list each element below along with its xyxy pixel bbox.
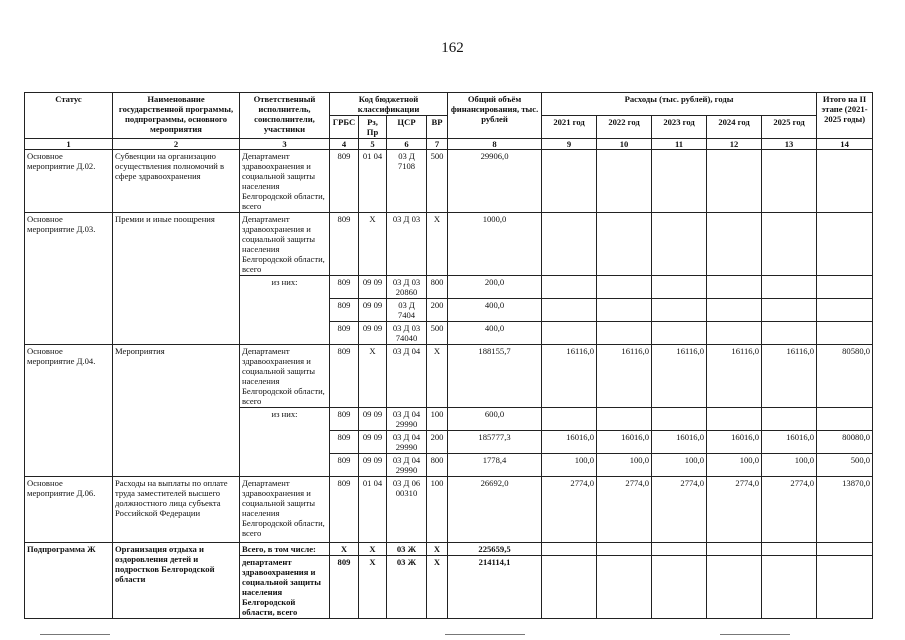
col-num: 1 (25, 139, 113, 150)
col-num: 10 (597, 139, 652, 150)
row-grbs: 809 (330, 408, 359, 431)
row-2021: 16116,0 (542, 345, 597, 408)
row-stage: 13870,0 (817, 477, 873, 543)
row-executor: департамент здравоохранения и социальной защиты населения Белгородской области, всего (240, 556, 330, 619)
row-grbs: 809 (330, 477, 359, 543)
row-grbs: 809 (330, 345, 359, 408)
row-stage (817, 408, 873, 431)
row-total: 225659,5 (448, 543, 542, 556)
page-number: 162 (441, 40, 464, 56)
row-rzpr: Х (359, 556, 387, 619)
row-csr: 03 Д 04 29990 (387, 454, 427, 477)
row-grbs: 809 (330, 322, 359, 345)
row-vr: 200 (427, 431, 448, 454)
header-2025: 2025 год (762, 116, 817, 139)
row-2024 (707, 408, 762, 431)
row-total: 214114,1 (448, 556, 542, 619)
row-grbs: 809 (330, 213, 359, 276)
col-num: 7 (427, 139, 448, 150)
row-csr: 03 Д 04 (387, 345, 427, 408)
row-name: Организация отдыха и оздоровления детей и подростков Белгородской области (113, 543, 240, 619)
row-status: Основное мероприятие Д.02. (25, 150, 113, 213)
row-2021 (542, 408, 597, 431)
header-row-1 (25, 93, 873, 116)
row-2023: 2774,0 (652, 477, 707, 543)
col-num: 12 (707, 139, 762, 150)
row-total: 600,0 (448, 408, 542, 431)
row-name: Премии и иные поощрения (113, 213, 240, 345)
row-name: Мероприятия (113, 345, 240, 477)
col-num: 11 (652, 139, 707, 150)
header-stage-total: Итого на II этапе (2021-2025 годы) (817, 93, 873, 139)
row-of-which: из них: (240, 408, 330, 477)
row-total: 400,0 (448, 299, 542, 322)
table-row-d02 (25, 150, 873, 213)
row-csr: 03 Д 7404 (387, 299, 427, 322)
col-num: 6 (387, 139, 427, 150)
table-row-d06 (25, 477, 873, 543)
row-executor: Департамент здравоохранения и социальной защиты населения Белгородской области, всего (240, 477, 330, 543)
header-2021: 2021 год (542, 116, 597, 139)
header-name: Наименование государственной программы, подпрограммы, основного мероприятия (113, 93, 240, 139)
row-total-label: Всего, в том числе: (240, 543, 330, 556)
row-2021: 100,0 (542, 454, 597, 477)
header-csr: ЦСР (387, 116, 427, 139)
header-total: Общий объём финансирования, тыс. рублей (448, 93, 542, 139)
row-vr: Х (427, 543, 448, 556)
table-row-d03 (25, 213, 873, 276)
row-total: 1000,0 (448, 213, 542, 276)
row-vr: Х (427, 556, 448, 619)
row-stage: 80580,0 (817, 345, 873, 408)
header-status: Статус (25, 93, 113, 139)
row-csr: 03 Д 7108 (387, 150, 427, 213)
row-2024: 16116,0 (707, 345, 762, 408)
row-vr: 100 (427, 477, 448, 543)
row-stage: 80080,0 (817, 431, 873, 454)
row-rzpr: 09 09 (359, 454, 387, 477)
row-rzpr: 09 09 (359, 322, 387, 345)
row-total: 400,0 (448, 322, 542, 345)
row-2024: 100,0 (707, 454, 762, 477)
col-num: 13 (762, 139, 817, 150)
row-name: Субвенции на организацию осуществления полномочий в сфере здравоохранения (113, 150, 240, 213)
row-grbs: Х (330, 543, 359, 556)
row-csr: 03 Д 04 29990 (387, 408, 427, 431)
row-rzpr: Х (359, 345, 387, 408)
row-2023: 100,0 (652, 454, 707, 477)
row-vr: 500 (427, 322, 448, 345)
row-rzpr: 09 09 (359, 408, 387, 431)
budget-table (24, 92, 873, 619)
row-grbs: 809 (330, 276, 359, 299)
row-rzpr: 01 04 (359, 477, 387, 543)
row-rzpr: Х (359, 213, 387, 276)
row-vr: Х (427, 345, 448, 408)
row-2022: 16016,0 (597, 431, 652, 454)
row-vr: 200 (427, 299, 448, 322)
scan-artifact-line (445, 634, 525, 635)
row-of-which: из них: (240, 276, 330, 345)
col-num: 8 (448, 139, 542, 150)
row-executor: Департамент здравоохранения и социальной защиты населения Белгородской области, всего (240, 150, 330, 213)
row-total: 29906,0 (448, 150, 542, 213)
header-grbs: ГРБС (330, 116, 359, 139)
row-2023: 16116,0 (652, 345, 707, 408)
row-2025 (762, 408, 817, 431)
row-grbs: 809 (330, 150, 359, 213)
scan-artifact-line (40, 634, 110, 635)
row-2022: 16116,0 (597, 345, 652, 408)
row-2025: 100,0 (762, 454, 817, 477)
table-row-zh-total (25, 543, 873, 556)
scan-artifact-line (720, 634, 790, 635)
row-status: Основное мероприятие Д.04. (25, 345, 113, 477)
row-vr: 100 (427, 408, 448, 431)
col-num: 2 (113, 139, 240, 150)
row-executor: Департамент здравоохранения и социальной защиты населения Белгородской области, всего (240, 345, 330, 408)
row-csr: 03 Д 03 74040 (387, 322, 427, 345)
row-2025: 2774,0 (762, 477, 817, 543)
row-2023: 16016,0 (652, 431, 707, 454)
row-executor: Департамент здравоохранения и социальной защиты населения Белгородской области, всего (240, 213, 330, 276)
column-numbers-row (25, 139, 873, 150)
header-2023: 2023 год (652, 116, 707, 139)
row-total: 1778,4 (448, 454, 542, 477)
header-executor: Ответственный исполнитель, соисполнители, участники (240, 93, 330, 139)
header-expenses: Расходы (тыс. рублей), годы (542, 93, 817, 116)
col-num: 9 (542, 139, 597, 150)
header-2022: 2022 год (597, 116, 652, 139)
row-csr: 03 Д 04 29990 (387, 431, 427, 454)
col-num: 4 (330, 139, 359, 150)
row-2023 (652, 408, 707, 431)
row-grbs: 809 (330, 431, 359, 454)
row-csr: 03 Ж (387, 556, 427, 619)
row-grbs: 809 (330, 299, 359, 322)
row-rzpr: 09 09 (359, 276, 387, 299)
header-2024: 2024 год (707, 116, 762, 139)
row-total: 188155,7 (448, 345, 542, 408)
row-2022: 2774,0 (597, 477, 652, 543)
row-csr: 03 Д 03 (387, 213, 427, 276)
row-2024: 2774,0 (707, 477, 762, 543)
row-csr: 03 Д 03 20860 (387, 276, 427, 299)
header-budget-code: Код бюджетной классификации (330, 93, 448, 116)
header-vr: ВР (427, 116, 448, 139)
row-rzpr: 09 09 (359, 299, 387, 322)
col-num: 5 (359, 139, 387, 150)
row-rzpr: 09 09 (359, 431, 387, 454)
row-status: Основное мероприятие Д.06. (25, 477, 113, 543)
row-status: Подпрограмма Ж (25, 543, 113, 619)
row-vr: 800 (427, 454, 448, 477)
row-vr: 500 (427, 150, 448, 213)
col-num: 14 (817, 139, 873, 150)
row-2025: 16016,0 (762, 431, 817, 454)
table-row-d04 (25, 345, 873, 408)
row-csr: 03 Д 06 00310 (387, 477, 427, 543)
col-num: 3 (240, 139, 330, 150)
row-rzpr: 01 04 (359, 150, 387, 213)
row-vr: 800 (427, 276, 448, 299)
row-2024: 16016,0 (707, 431, 762, 454)
row-total: 200,0 (448, 276, 542, 299)
row-stage: 500,0 (817, 454, 873, 477)
row-2025: 16116,0 (762, 345, 817, 408)
row-vr: Х (427, 213, 448, 276)
row-2021: 2774,0 (542, 477, 597, 543)
row-csr: 03 Ж (387, 543, 427, 556)
row-2022 (597, 408, 652, 431)
row-rzpr: Х (359, 543, 387, 556)
row-2022: 100,0 (597, 454, 652, 477)
row-name: Расходы на выплаты по оплате труда заместителей высшего должностного лица субъекта Российской Федерации (113, 477, 240, 543)
row-grbs: 809 (330, 454, 359, 477)
row-grbs: 809 (330, 556, 359, 619)
row-total: 185777,3 (448, 431, 542, 454)
header-rzpr: Рз, Пр (359, 116, 387, 139)
row-status: Основное мероприятие Д.03. (25, 213, 113, 345)
row-2021: 16016,0 (542, 431, 597, 454)
row-total: 26692,0 (448, 477, 542, 543)
